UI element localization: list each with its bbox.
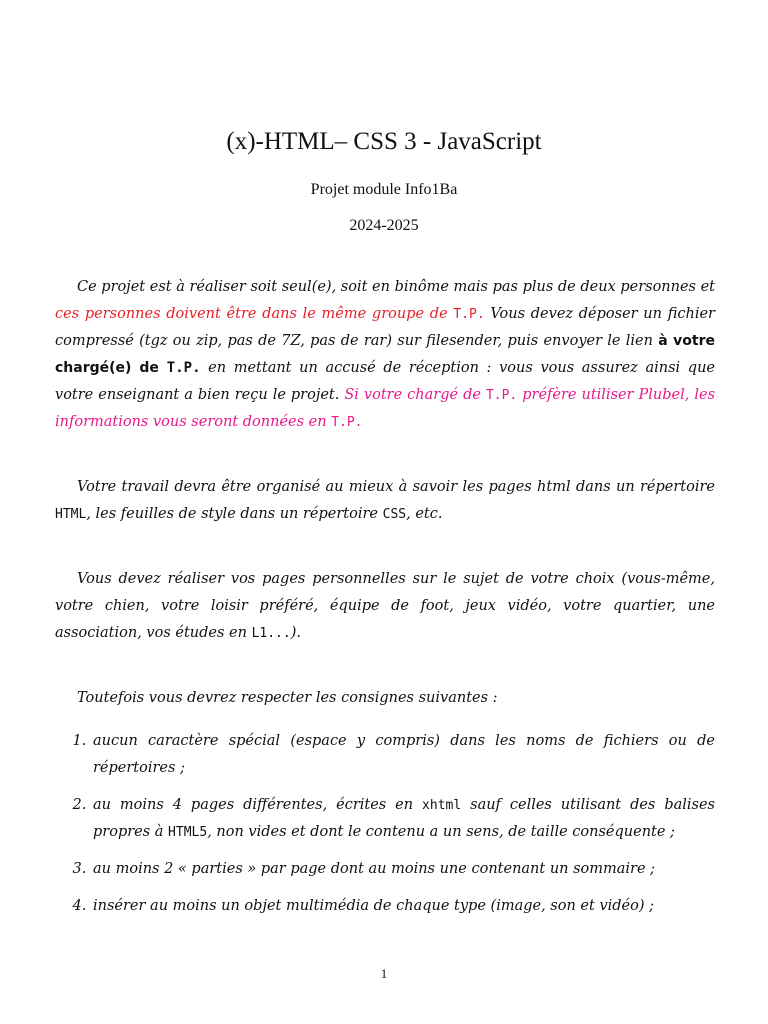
- text-segment: , les feuilles de style dans un répertoire: [86, 506, 383, 522]
- paragraph-instructions: [55, 274, 715, 436]
- code-text: CSS: [382, 507, 407, 522]
- highlight-pink-tp: T.P.: [331, 415, 363, 430]
- highlight-pink-text: Si votre chargé de: [344, 387, 486, 403]
- text-segment: Vous devez réaliser vos pages personnelles sur le sujet de votre choix (vous-même, votre chien, votre loisir préféré, équipe de foot, jeux vidéo, votre quartier, une association, vos études en: [55, 571, 715, 641]
- text-segment: , non vides et dont le contenu a un sens, de taille conséquente ;: [207, 824, 675, 840]
- text-segment: sauf celles utilisant des balises propres à: [93, 797, 715, 840]
- academic-year: 2024-2025: [349, 217, 419, 234]
- document-title: (x)-HTML– CSS 3 - JavaScript: [226, 128, 542, 155]
- text-segment: , etc.: [406, 506, 443, 522]
- list-item: 3. au moins 2 « parties » par page dont au moins une contenant un sommaire ;: [91, 856, 715, 883]
- paragraph-organisation: [55, 474, 715, 528]
- code-text: L1...: [251, 626, 291, 641]
- constraints-list: [55, 728, 715, 920]
- highlight-pink-tp: T.P.: [485, 388, 518, 403]
- list-item: 4. insérer au moins un objet multimédia de chaque type (image, son et vidéo) ;: [91, 893, 715, 920]
- text-segment: au moins 4 pages différentes, écrites en: [93, 797, 423, 813]
- paragraph-subject: [55, 566, 715, 647]
- text-segment: Ce projet est à réaliser soit seul(e), soit en binôme mais pas plus de deux personnes et: [77, 279, 716, 295]
- paragraph-constraints-intro: Toutefois vous devrez respecter les consignes suivantes :: [77, 690, 498, 706]
- code-text: xhtml: [422, 798, 462, 813]
- list-item: [91, 792, 715, 846]
- text-segment: Vous devez déposer un fichier compressé (tgz ou zip, pas de 7Z, pas de rar) sur filesender, puis envoyer le lien: [55, 306, 715, 349]
- text-segment: Votre travail devra être organisé au mieux à savoir les pages html dans un répertoire: [77, 479, 715, 495]
- bold-text: à votre chargé(e) de: [55, 333, 715, 376]
- highlight-red-tp: T.P.: [453, 307, 485, 322]
- page-number: 1: [380, 966, 388, 981]
- list-item: 1. aucun caractère spécial (espace y compris) dans les noms de fichiers ou de répertoires ;: [91, 728, 715, 782]
- text-segment: ).: [290, 625, 301, 641]
- text-segment: en mettant un accusé de réception : vous vous assurez ainsi que votre enseignant a bien reçu le projet.: [55, 360, 716, 403]
- bold-tp: T.P.: [166, 360, 201, 376]
- highlight-red-text: ces personnes doivent être dans le même groupe de: [55, 306, 454, 322]
- code-text: HTML: [55, 507, 87, 522]
- highlight-pink-text: préfère utiliser Plubel, les informations vous seront données en: [55, 387, 716, 430]
- code-text: HTML5: [168, 825, 208, 840]
- document-subtitle: Projet module Info1Ba: [310, 181, 458, 198]
- document-body: [55, 274, 715, 930]
